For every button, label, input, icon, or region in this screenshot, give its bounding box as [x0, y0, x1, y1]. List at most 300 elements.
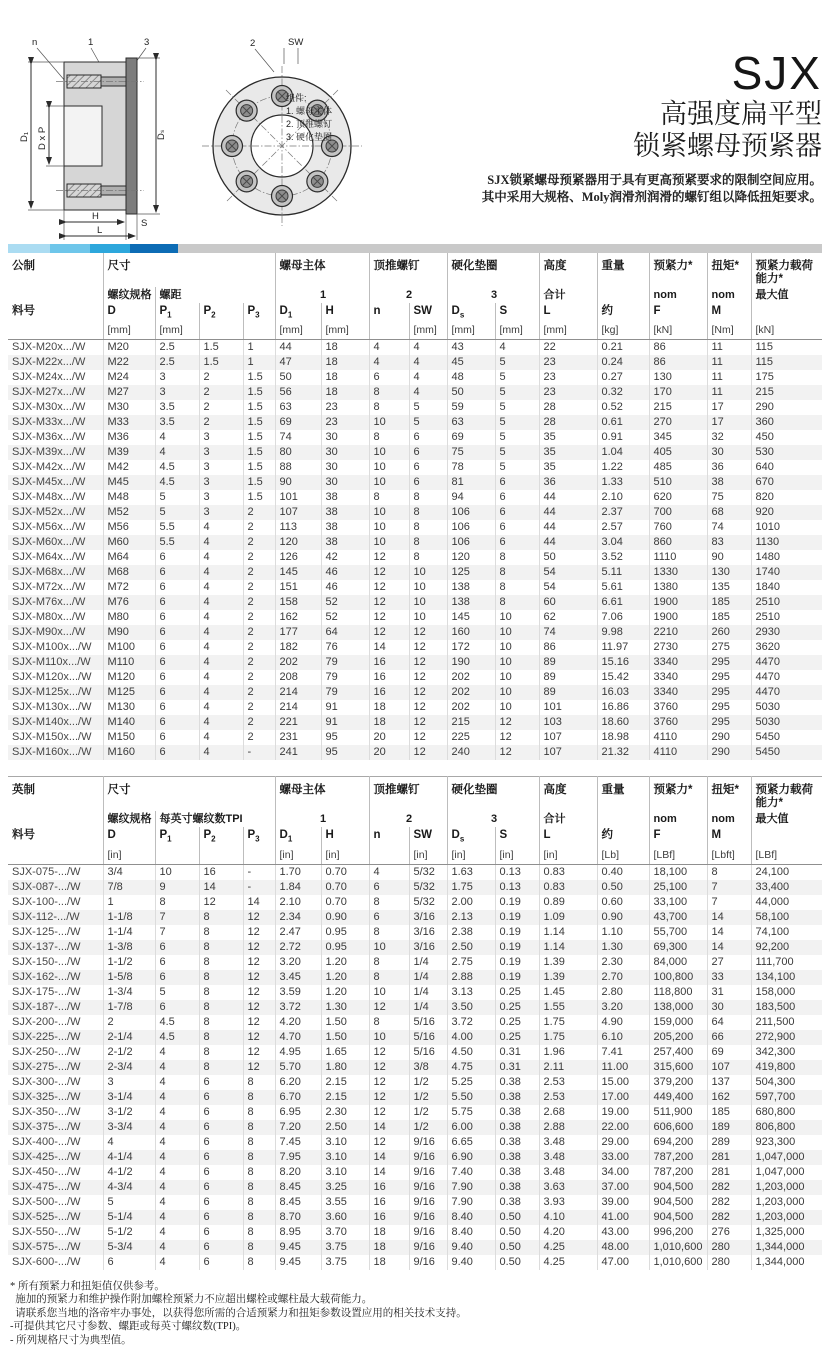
value-cell: 8: [369, 925, 409, 940]
value-cell: 6: [155, 685, 199, 700]
value-cell: 91: [321, 715, 369, 730]
header-row: [8, 777, 822, 812]
value-cell: 295: [707, 685, 751, 700]
value-cell: M100: [103, 640, 155, 655]
column-header: 合计: [539, 811, 597, 827]
value-cell: 103: [539, 715, 597, 730]
value-cell: 3.59: [275, 985, 321, 1000]
value-cell: 0.38: [495, 1150, 539, 1165]
value-cell: 6.70: [275, 1090, 321, 1105]
value-cell: 3.5: [155, 400, 199, 415]
value-cell: 215: [447, 715, 495, 730]
part-number-cell: SJX-400-.../W: [12, 1135, 81, 1148]
value-cell: 504,300: [751, 1075, 822, 1090]
value-cell: 9/16: [409, 1165, 447, 1180]
table-row: [8, 1000, 822, 1015]
value-cell: 160: [447, 625, 495, 640]
value-cell: 2.53: [539, 1090, 597, 1105]
value-cell: 6: [199, 1255, 243, 1270]
column-header: [in]: [409, 848, 447, 865]
value-cell: 2: [243, 535, 275, 550]
value-cell: 0.38: [495, 1180, 539, 1195]
value-cell: 2: [243, 715, 275, 730]
value-cell: 46: [321, 565, 369, 580]
value-cell: 30: [321, 475, 369, 490]
column-header: 3: [447, 287, 539, 303]
value-cell: 12: [409, 745, 447, 760]
value-cell: 158,000: [751, 985, 822, 1000]
value-cell: 5-3/4: [103, 1240, 155, 1255]
value-cell: 34.00: [597, 1165, 649, 1180]
value-cell: 8: [243, 1255, 275, 1270]
table-row: [8, 1090, 822, 1105]
value-cell: 44: [539, 505, 597, 520]
value-cell: 4.5: [155, 1030, 199, 1045]
value-cell: 8: [369, 430, 409, 445]
value-cell: 16: [369, 655, 409, 670]
value-cell: 10: [369, 445, 409, 460]
value-cell: 2.5: [155, 340, 199, 356]
value-cell: 6.61: [597, 595, 649, 610]
value-cell: 33,100: [649, 895, 707, 910]
title-block: [482, 48, 822, 206]
value-cell: 18: [321, 385, 369, 400]
value-cell: 1.5: [243, 490, 275, 505]
value-cell: 8: [369, 970, 409, 985]
table-row: [8, 1030, 822, 1045]
value-cell: 4: [495, 340, 539, 356]
value-cell: 214: [275, 685, 321, 700]
value-cell: 4: [369, 340, 409, 356]
value-cell: 1/4: [409, 970, 447, 985]
value-cell: 12: [409, 700, 447, 715]
value-cell: 9.40: [447, 1255, 495, 1270]
value-cell: 29.00: [597, 1135, 649, 1150]
value-cell: 16: [369, 685, 409, 700]
value-cell: 0.61: [597, 415, 649, 430]
column-header: F: [649, 303, 707, 323]
value-cell: 12: [409, 655, 447, 670]
value-cell: 2.34: [275, 910, 321, 925]
value-cell: 10: [369, 475, 409, 490]
value-cell: 12: [369, 625, 409, 640]
value-cell: 1.14: [539, 940, 597, 955]
table-row: [8, 864, 822, 880]
value-cell: 12: [495, 745, 539, 760]
table-row: [8, 1255, 822, 1270]
column-header: [369, 848, 409, 865]
value-cell: 12: [369, 1000, 409, 1015]
value-cell: 5: [409, 415, 447, 430]
value-cell: 8.70: [275, 1210, 321, 1225]
value-cell: 12: [243, 985, 275, 1000]
table-row: [8, 400, 822, 415]
header-row: [8, 253, 822, 287]
value-cell: 4.25: [539, 1255, 597, 1270]
value-cell: 276: [707, 1225, 751, 1240]
column-header: 英制: [12, 784, 35, 797]
value-cell: 6: [155, 700, 199, 715]
value-cell: 4: [155, 1195, 199, 1210]
value-cell: 281: [707, 1165, 751, 1180]
part-number-cell: SJX-162-.../W: [12, 970, 81, 983]
value-cell: 9/16: [409, 1195, 447, 1210]
value-cell: 4: [409, 340, 447, 356]
value-cell: 23: [539, 355, 597, 370]
value-cell: 4: [369, 864, 409, 880]
value-cell: 3760: [649, 715, 707, 730]
value-cell: 1,344,000: [751, 1240, 822, 1255]
value-cell: 7.90: [447, 1195, 495, 1210]
column-header: $P_3$: [243, 827, 275, 847]
value-cell: 3: [155, 370, 199, 385]
value-cell: 4: [155, 1075, 199, 1090]
value-cell: 6: [369, 910, 409, 925]
column-header: [199, 323, 243, 340]
value-cell: 113: [275, 520, 321, 535]
value-cell: 1.14: [539, 925, 597, 940]
footnotes: [10, 1280, 830, 1346]
value-cell: 281: [707, 1150, 751, 1165]
value-cell: 1.55: [539, 1000, 597, 1015]
value-cell: 44,000: [751, 895, 822, 910]
value-cell: 1.30: [597, 940, 649, 955]
value-cell: 7/8: [103, 880, 155, 895]
part-number-cell: SJX-325-.../W: [12, 1090, 81, 1103]
value-cell: 3.75: [321, 1255, 369, 1270]
column-header: $P_3$: [243, 303, 275, 323]
value-cell: 89: [539, 655, 597, 670]
column-header: $D_1$: [275, 303, 321, 323]
value-cell: 12: [199, 895, 243, 910]
value-cell: 0.50: [597, 880, 649, 895]
value-cell: 1.20: [321, 970, 369, 985]
value-cell: 1.84: [275, 880, 321, 895]
value-cell: 5: [495, 460, 539, 475]
value-cell: 0.38: [495, 1120, 539, 1135]
value-cell: 0.13: [495, 864, 539, 880]
value-cell: 3/16: [409, 940, 447, 955]
value-cell: 280: [707, 1240, 751, 1255]
value-cell: 58,100: [751, 910, 822, 925]
value-cell: 4: [199, 520, 243, 535]
value-cell: 12: [369, 610, 409, 625]
value-cell: 0.50: [495, 1255, 539, 1270]
value-cell: 0.70: [321, 895, 369, 910]
value-cell: 1.5: [243, 370, 275, 385]
value-cell: 2.57: [597, 520, 649, 535]
value-cell: 100,800: [649, 970, 707, 985]
value-cell: 8: [243, 1180, 275, 1195]
value-cell: 6: [155, 940, 199, 955]
value-cell: 14: [243, 895, 275, 910]
table-row: [8, 685, 822, 700]
value-cell: 8: [409, 535, 447, 550]
value-cell: 69,300: [649, 940, 707, 955]
value-cell: 342,300: [751, 1045, 822, 1060]
value-cell: 8: [243, 1150, 275, 1165]
table-row: [8, 1120, 822, 1135]
value-cell: 9/16: [409, 1150, 447, 1165]
part-number-cell: SJX-M22x.../W: [12, 356, 86, 369]
value-cell: 23: [539, 370, 597, 385]
value-cell: 1.5: [199, 355, 243, 370]
value-cell: 2.5: [155, 355, 199, 370]
value-cell: 5/16: [409, 1015, 447, 1030]
value-cell: 130: [707, 565, 751, 580]
value-cell: 12: [369, 565, 409, 580]
value-cell: 33,400: [751, 880, 822, 895]
column-header: 预紧力*: [649, 777, 707, 812]
part-number-cell: SJX-M160x.../W: [12, 746, 92, 759]
part-number-cell: SJX-M60x.../W: [12, 536, 86, 549]
value-cell: 2.11: [539, 1060, 597, 1075]
column-header: 重量: [597, 777, 649, 812]
column-header: [243, 848, 275, 865]
value-cell: 3.13: [447, 985, 495, 1000]
table-row: [8, 460, 822, 475]
value-cell: 2.30: [597, 955, 649, 970]
value-cell: 106: [447, 535, 495, 550]
column-header: 高度: [539, 253, 597, 287]
column-header: [mm]: [447, 323, 495, 340]
dim-label-sw: SW: [288, 37, 304, 48]
column-header: [751, 303, 822, 323]
value-cell: M56: [103, 520, 155, 535]
value-cell: 10: [155, 864, 199, 880]
value-cell: 7: [707, 880, 751, 895]
column-header: 螺距: [155, 287, 275, 303]
part-number-cell: SJX-M45x.../W: [12, 476, 86, 489]
value-cell: 9: [155, 880, 199, 895]
value-cell: 81: [447, 475, 495, 490]
header-section: [0, 0, 830, 244]
value-cell: 185: [707, 595, 751, 610]
table-row: [8, 445, 822, 460]
value-cell: 3: [199, 445, 243, 460]
value-cell: 2: [243, 520, 275, 535]
value-cell: 8.45: [275, 1195, 321, 1210]
accent-strip-segment: [50, 244, 90, 253]
part-number-cell: SJX-M100x.../W: [12, 641, 92, 654]
value-cell: 0.13: [495, 880, 539, 895]
value-cell: 1.5: [243, 475, 275, 490]
value-cell: 4.00: [447, 1030, 495, 1045]
value-cell: 106: [447, 505, 495, 520]
value-cell: 125: [447, 565, 495, 580]
value-cell: 1/4: [409, 955, 447, 970]
value-cell: 1-5/8: [103, 970, 155, 985]
value-cell: 3: [199, 475, 243, 490]
table-row: [8, 1015, 822, 1030]
value-cell: 76: [321, 640, 369, 655]
value-cell: 6: [495, 490, 539, 505]
value-cell: 1.96: [539, 1045, 597, 1060]
value-cell: 2.00: [447, 895, 495, 910]
value-cell: 22: [539, 340, 597, 356]
table-row: [8, 595, 822, 610]
value-cell: 0.95: [321, 925, 369, 940]
value-cell: 12: [243, 940, 275, 955]
value-cell: 8: [243, 1135, 275, 1150]
value-cell: 0.70: [321, 880, 369, 895]
value-cell: 80: [275, 445, 321, 460]
value-cell: 64: [707, 1015, 751, 1030]
value-cell: 12: [369, 1090, 409, 1105]
value-cell: 275: [707, 640, 751, 655]
value-cell: 1330: [649, 565, 707, 580]
column-header: [mm]: [539, 323, 597, 340]
value-cell: 0.25: [495, 1000, 539, 1015]
value-cell: 9/16: [409, 1240, 447, 1255]
value-cell: 0.19: [495, 910, 539, 925]
value-cell: 8: [369, 385, 409, 400]
value-cell: 66: [707, 1030, 751, 1045]
column-header: [8, 848, 103, 865]
value-cell: 3.48: [539, 1150, 597, 1165]
value-cell: 89: [539, 670, 597, 685]
value-cell: 4: [409, 385, 447, 400]
column-header: H: [321, 827, 369, 847]
part-number-cell: SJX-M68x.../W: [12, 566, 86, 579]
value-cell: 2.10: [597, 490, 649, 505]
value-cell: 8: [495, 595, 539, 610]
value-cell: 4: [199, 550, 243, 565]
value-cell: 1840: [751, 580, 822, 595]
value-cell: 0.25: [495, 1015, 539, 1030]
value-cell: M125: [103, 685, 155, 700]
value-cell: 419,800: [751, 1060, 822, 1075]
value-cell: 12: [409, 730, 447, 745]
value-cell: 202: [447, 685, 495, 700]
value-cell: 1-3/8: [103, 940, 155, 955]
value-cell: 35: [539, 430, 597, 445]
value-cell: 6.20: [275, 1075, 321, 1090]
value-cell: 2.72: [275, 940, 321, 955]
part-number-cell: SJX-M110x.../W: [12, 656, 91, 669]
dim-label-d1: D₁: [19, 131, 30, 142]
value-cell: 3-1/2: [103, 1105, 155, 1120]
value-cell: 8: [155, 895, 199, 910]
value-cell: 7.45: [275, 1135, 321, 1150]
value-cell: 6: [495, 505, 539, 520]
value-cell: 32: [707, 430, 751, 445]
value-cell: M33: [103, 415, 155, 430]
column-header: [kN]: [649, 323, 707, 340]
value-cell: 1/2: [409, 1105, 447, 1120]
column-header: [in]: [495, 848, 539, 865]
value-cell: 202: [447, 670, 495, 685]
value-cell: 27: [707, 955, 751, 970]
value-cell: 10: [369, 415, 409, 430]
value-cell: 4: [103, 1135, 155, 1150]
column-header: 最大值: [751, 811, 822, 827]
column-header: 3: [447, 811, 539, 827]
value-cell: M120: [103, 670, 155, 685]
value-cell: 4: [199, 715, 243, 730]
part-number-cell: SJX-187-.../W: [12, 1000, 81, 1013]
value-cell: 860: [649, 535, 707, 550]
column-header: [in]: [539, 848, 597, 865]
table-row: [8, 670, 822, 685]
value-cell: 8: [243, 1225, 275, 1240]
value-cell: M80: [103, 610, 155, 625]
table-row: [8, 610, 822, 625]
value-cell: 38: [321, 505, 369, 520]
value-cell: 1,325,000: [751, 1225, 822, 1240]
value-cell: 12: [409, 715, 447, 730]
value-cell: 3.25: [321, 1180, 369, 1195]
metric-table: [8, 253, 822, 760]
value-cell: 158: [275, 595, 321, 610]
value-cell: 8: [199, 955, 243, 970]
value-cell: 74: [275, 430, 321, 445]
value-cell: 208: [275, 670, 321, 685]
value-cell: 4: [155, 1105, 199, 1120]
value-cell: 0.38: [495, 1105, 539, 1120]
table-row: [8, 580, 822, 595]
column-header: [in]: [275, 848, 321, 865]
value-cell: 4: [155, 430, 199, 445]
value-cell: 6: [199, 1075, 243, 1090]
value-cell: 6: [199, 1195, 243, 1210]
column-header: [mm]: [155, 323, 199, 340]
value-cell: M36: [103, 430, 155, 445]
footnote-line: - 所列规格尺寸为典型值。: [10, 1334, 132, 1346]
value-cell: 5: [495, 445, 539, 460]
table-row: [8, 505, 822, 520]
value-cell: 3.72: [275, 1000, 321, 1015]
value-cell: 14: [199, 880, 243, 895]
value-cell: 2: [243, 580, 275, 595]
value-cell: 10: [409, 595, 447, 610]
column-header: [369, 323, 409, 340]
value-cell: 16: [369, 1210, 409, 1225]
value-cell: 289: [707, 1135, 751, 1150]
value-cell: M27: [103, 385, 155, 400]
value-cell: 221: [275, 715, 321, 730]
value-cell: 28: [539, 400, 597, 415]
value-cell: 59: [447, 400, 495, 415]
value-cell: 12: [409, 640, 447, 655]
column-header: [8, 323, 103, 340]
value-cell: 4: [369, 355, 409, 370]
value-cell: M39: [103, 445, 155, 460]
value-cell: 10: [495, 640, 539, 655]
value-cell: 145: [275, 565, 321, 580]
value-cell: 3.20: [275, 955, 321, 970]
table-row: [8, 895, 822, 910]
value-cell: 510: [649, 475, 707, 490]
value-cell: 4-1/4: [103, 1150, 155, 1165]
column-header: 约: [597, 303, 649, 323]
part-number-cell: SJX-M36x.../W: [12, 431, 86, 444]
value-cell: 15.00: [597, 1075, 649, 1090]
value-cell: 5.5: [155, 520, 199, 535]
value-cell: 640: [751, 460, 822, 475]
value-cell: 241: [275, 745, 321, 760]
value-cell: 1.75: [539, 1030, 597, 1045]
column-header: 尺寸: [103, 253, 275, 287]
value-cell: 20: [369, 730, 409, 745]
value-cell: M76: [103, 595, 155, 610]
value-cell: M64: [103, 550, 155, 565]
value-cell: 6: [155, 580, 199, 595]
value-cell: 107: [539, 730, 597, 745]
value-cell: 11: [707, 355, 751, 370]
value-cell: 0.19: [495, 895, 539, 910]
value-cell: 10: [369, 460, 409, 475]
